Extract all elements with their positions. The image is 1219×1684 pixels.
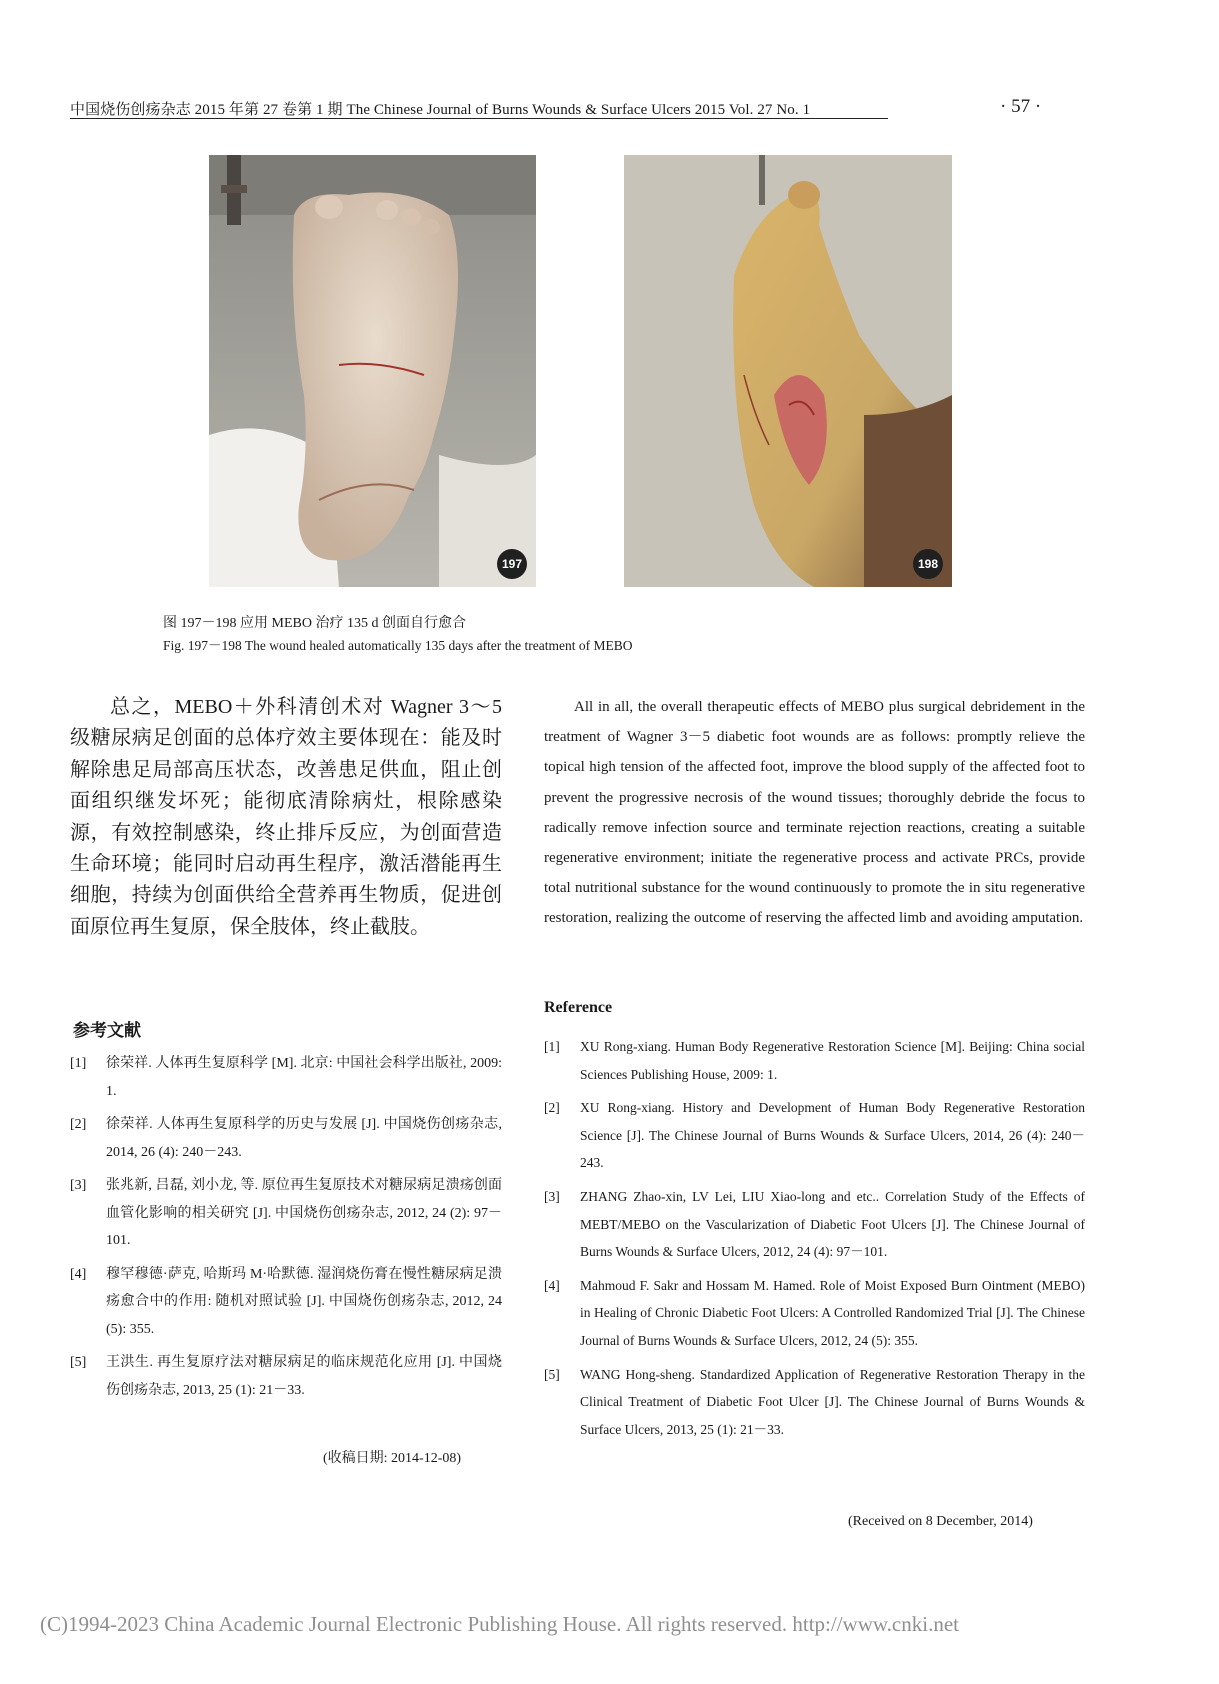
reference-item [70,1349,502,1404]
reference-number: [4] [544,1277,560,1293]
reference-item [70,1111,502,1166]
reference-item [544,1272,1085,1355]
reference-text: 徐荣祥. 人体再生复原科学 [M]. 北京: 中国社会科学出版社, 2009: 1. [106,1056,502,1099]
paragraph-en: All in all, the overall therapeutic effects of MEBO plus surgical debridement in the treatment of Wagner 3－5 diabetic foot wounds are as follows: promptly relieve the topical high tension of the affected foot, improve the blood supply of the affected foot to prevent the progressive necrosis of the wound tissues; thoroughly debride the focus to radically remove infection source and terminate rejection reactions, creating a suitable regenerative environment; initiate the regenerative process and activate PRCs, provide total nutritional substance for the wound continuously to promote the in situ regenerative restoration, realizing the outcome of reserving the affected limb and avoiding amputation. [544,699,1085,927]
figure-caption-cn: 图 197－198 应用 MEBO 治疗 135 d 创面自行愈合 [163,616,466,631]
figure-197-badge: 197 [497,549,527,579]
reference-item [544,1183,1085,1266]
reference-text: ZHANG Zhao-xin, LV Lei, LIU Xiao-long and etc.. Correlation Study of the Effects of MEBT/MEBO on the Vascularization of Diabetic Foot Ulcers [J]. The Chinese Journal of Burns Wounds & Surface Ulcers, 2012, 24 (4): 97－101. [580,1188,1085,1260]
reference-item [70,1261,502,1344]
copyright-footer: (C)1994-2023 China Academic Journal Electronic Publishing House. All rights reserved. http://www.cnki.net [40,1612,959,1636]
reference-text: XU Rong-xiang. Human Body Regenerative Restoration Science [M]. Beijing: China social Sciences Publishing House, 2009: 1. [580,1039,1085,1082]
body-text-en [544,692,1085,934]
references-heading-cn: 参考文献 [73,1021,141,1041]
header-rule [70,118,888,119]
figure-198-photo [624,155,952,587]
reference-number: [1] [544,1039,560,1054]
reference-text: 穆罕穆德·萨克, 哈斯玛 M·哈默德. 湿润烧伤膏在慢性糖尿病足溃疡愈合中的作用: 随机对照试验 [J]. 中国烧伤创疡杂志, 2012, 24 (5): 355. [106,1266,502,1337]
reference-item [544,1094,1085,1177]
reference-text: 徐荣祥. 人体再生复原科学的历史与发展 [J]. 中国烧伤创疡杂志, 2014, 26 (4): 240－243. [106,1117,502,1160]
reference-item [544,1361,1085,1444]
reference-number: [3] [70,1178,87,1193]
reference-item [70,1172,502,1255]
reference-text: XU Rong-xiang. History and Development of Human Body Regenerative Restoration Science [J]. The Chinese Journal of Burns Wounds & Surface Ulcers, 2014, 26 (4): 240－243. [580,1100,1085,1171]
figure-caption-en: Fig. 197－198 The wound healed automatically 135 days after the treatment of MEBO [163,638,633,653]
reference-item [70,1050,502,1105]
reference-number: [5] [70,1355,87,1370]
reference-number: [1] [70,1056,87,1071]
figure-197-photo [209,155,536,587]
reference-number: [4] [70,1266,87,1282]
page-number: · 57 · [1000,96,1042,117]
received-date-cn: (收稿日期: 2014-12-08) [323,1451,462,1466]
reference-text: 王洪生. 再生复原疗法对糖尿病足的临床规范化应用 [J]. 中国烧伤创疡杂志, 2013, 25 (1): 21－33. [106,1355,502,1398]
reference-text: 张兆新, 吕磊, 刘小龙, 等. 原位再生复原技术对糖尿病足溃疡创面血管化影响的相关研究 [J]. 中国烧伤创疡杂志, 2012, 24 (2): 97－101. [106,1178,502,1248]
figure-198-badge: 198 [913,549,943,579]
reference-number: [2] [70,1117,87,1132]
reference-text: WANG Hong-sheng. Standardized Application of Regenerative Restoration Therapy in the Clinical Treatment of Diabetic Foot Ulcer [J]. The Chinese Journal of Burns Wounds & Surface Ulcers, 2013, 25 (1): 21－33. [580,1366,1085,1437]
reference-number: [2] [544,1100,560,1116]
running-header: 中国烧伤创疡杂志 2015 年第 27 卷第 1 期 The Chinese Journal of Burns Wounds & Surface Ulcers 2015 Vol. 27 No. 1 [70,102,811,118]
reference-text: Mahmoud F. Sakr and Hossam M. Hamed. Role of Moist Exposed Burn Ointment (MEBO) in Healing of Chronic Diabetic Foot Ulcers: A Controlled Randomized Trial [J]. The Chinese Journal of Burns Wounds & Surface Ulcers, 2012, 24 (5): 355. [580,1277,1085,1348]
body-text-cn [70,692,502,943]
reference-list-en [544,1033,1085,1449]
reference-number: [5] [544,1366,560,1382]
reference-item [544,1033,1085,1088]
received-date-en: (Received on 8 December, 2014) [848,1514,1033,1529]
reference-list-cn [70,1050,502,1410]
paragraph-cn: 总之，MEBO＋外科清创术对 Wagner 3～5 级糖尿病足创面的总体疗效主要体现在：能及时解除患足局部高压状态，改善患足供血，阻止创面组织继发坏死；能彻底清除病灶，根除感染源，有效控制感染，终止排斥反应，为创面营造生命环境；能同时启动再生程序，激活潜能再生细胞，持续为创面供给全营养再生物质，促进创面原位再生复原，保全肢体，终止截肢。 [70,696,502,938]
references-heading-en: Reference [544,999,613,1016]
reference-number: [3] [544,1188,560,1204]
